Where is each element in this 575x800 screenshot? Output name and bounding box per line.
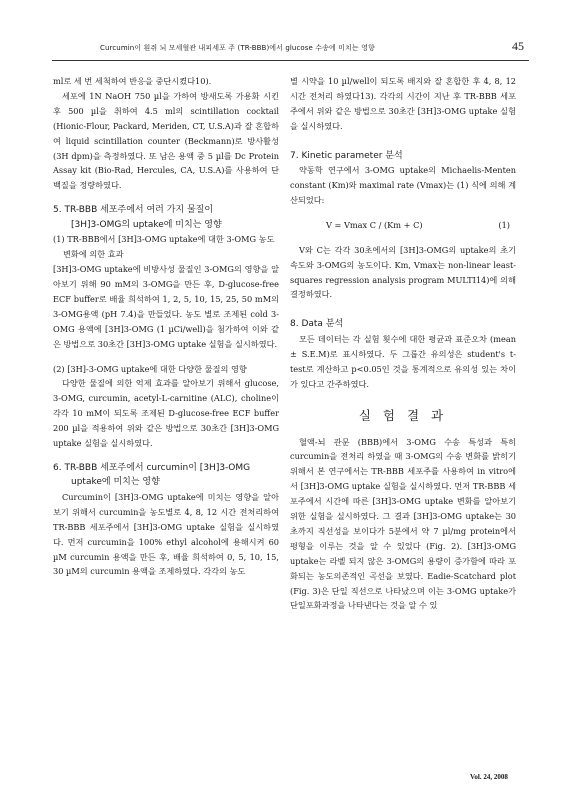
paragraph: ml로 세 번 세척하여 반응을 중단시켰다10). xyxy=(53,76,212,86)
paragraph: 혈액-뇌 관문 (BBB)에서 3-OMG 수송 특성과 특히 curcumin을 전처리 하였을 때 3-OMG의 수송 변화를 밝히기 위해서 본 연구에서는 TR-BBB 세포주를 사용하여 in vitro에서 [3H]3-OMG uptake 실험을 실시하였다. 먼저 TR-BBB 세포주에서 시간에 따른 [3H]3-OMG uptake 변화를 알아보기 위한 실험을 실시하였다. 그 결과 [3H]3-OMG uptake는 30 초까지 직선성을 보이다가 5분에서 약 7 µl/mg protein에서 평형을 이루는 것을 알 수 있었다 (Fig. 2). [3H]3-OMG uptake는 라벨 되지 않은 3-OMG의 용량이 증가함에 따라 포화되는 농도의존적인 곡선을 보였다. Eadie-Scatchard plot (Fig. 3)은 단일 직선으로 나타났으며 이는 3-OMG uptake가 단일포화과정을 나타낸다는 것을 알 수 있 xyxy=(290,436,516,611)
running-header xyxy=(0,38,575,58)
subsection-heading: (2) [3H]-3-OMG uptake에 대한 다양한 물질의 영향 xyxy=(53,363,247,374)
paragraph: 별 시약을 10 µl/well이 되도록 배지와 잘 혼합한 후 4, 8, 12 시간 전처리 하였다13). 각각의 시간이 지난 후 TR-BBB 세포주에서 위와 같은 방법으로 30초간 [3H]3-OMG uptake 실험을 실시하였다. xyxy=(290,76,516,131)
section-heading-6 xyxy=(53,461,279,490)
volume-footer: Vol. 24, 2008 xyxy=(470,773,508,781)
heading-line: [3H]3-OMG의 uptake에 미치는 영향 xyxy=(71,219,222,230)
heading-line: 6. TR-BBB 세포주에서 curcumin이 [3H]3-OMG xyxy=(53,462,251,473)
right-column xyxy=(290,74,516,613)
paragraph: V와 C는 각각 30초에서의 [3H]3-OMG의 uptake의 초기 속도와 3-OMG의 농도이다. Km, Vmax는 non-linear least-squares regression analysis program MULTI14)에 의해 결정하였다. xyxy=(290,244,516,300)
equation-number: (1) xyxy=(498,219,510,230)
paragraph: 세포에 1N NaOH 750 µl을 가하여 방새도록 가용화 시킨 후 500 µl을 취하여 4.5 ml의 scintillation cocktail (Hionic-Flour, Packard, Meriden, CT, U.S.A)과 잘 혼합하여 liquid scintillation counter (Beckmann)로 방사활성 (3H dpm)을 측정하였다. 또 남은 용액 중 5 µl를 Dc Protein Assay kit (Bio-Rad, Hercules, CA, U.S.A)를 사용하여 단백질을 정량하였다. xyxy=(53,90,279,191)
page-number: 45 xyxy=(512,39,524,53)
subsection-heading: (1) TR-BBB에서 [3H]3-OMG uptake에 대한 3-OMG 농도변화에 의한 효과 xyxy=(53,234,275,260)
paragraph: 모든 데이터는 각 실험 횟수에 대한 평균과 표준오차 (mean ± S.E.M)로 표시하였다. 두 그룹간 유의성은 student's t-test로 계산하고 p<0.05인 것을 통계적으로 유의성 있는 차이가 있다고 간주하였다. xyxy=(290,333,516,389)
paragraph: 약동학 연구에서 3-OMG uptake의 Michaelis-Menten constant (Km)와 maximal rate (Vmax)는 (1) 식에 의해 계산되었다: xyxy=(290,165,516,205)
header-rule xyxy=(52,60,529,61)
paragraph: Curcumin이 [3H]3-OMG uptake에 미치는 영향을 알아보기 위해서 curcumin을 농도별로 4, 8, 12 시간 전처리하여 TR-BBB 세포주에서 [3H]3-OMG uptake 실험을 실시하였다. 먼저 curcumin을 100% ethyl alcohol에 용해시켜 60 µM curcumin 용액을 만든 후, 배율 희석하여 0, 5, 10, 15, 30 µM의 curcumin 용액을 조제하였다. 각각의 농도 xyxy=(53,491,279,577)
left-column xyxy=(53,74,279,579)
section-heading-8: 8. Data 분석 xyxy=(290,319,344,330)
section-heading-7: 7. Kinetic parameter 분석 xyxy=(290,150,403,161)
paragraph: 다양한 물질에 의한 억제 효과를 알아보기 위해서 glucose, 3-OMG, curcumin, acetyl-L-carnitine (ALC), choline이 각각 10 mM이 되도록 조제된 D-glucose-free ECF buffer 200 µl을 적용하여 위와 같은 방법으로 30초간 [3H]3-OMG uptake 실험을 실시하였다. xyxy=(53,378,279,449)
results-title: 실 험 결 과 xyxy=(358,407,448,423)
equation: V = Vmax C / (Km + C) xyxy=(326,219,423,230)
equation-1 xyxy=(290,218,516,233)
section-heading-5 xyxy=(53,203,279,232)
heading-line: 5. TR-BBB 세포주에서 여러 가지 물질이 xyxy=(53,205,214,216)
running-title: Curcumin이 흰쥐 뇌 모세혈관 내피세포 주 (TR-BBB)에서 glucose 수송에 미치는 영향 xyxy=(100,44,375,52)
paragraph: [3H]3-OMG uptake에 비방사성 물질인 3-OMG의 영향을 알아보기 위해 90 mM의 3-OMG을 만든 후, D-glucose-free ECF buffer로 배율 희석하여 1, 2, 5, 10, 15, 25, 50 mM의 3-OMG용액 (pH 7.4)을 만들었다. 농도 별로 조제된 cold 3-OMG 용액에 [3H]3-OMG (1 µCi/well)을 첨가하여 이와 같은 방법으로 30초간 [3H]3-OMG uptake 실험을 실시하였다. xyxy=(53,264,279,349)
heading-line: uptake에 미치는 영향 xyxy=(71,477,160,488)
